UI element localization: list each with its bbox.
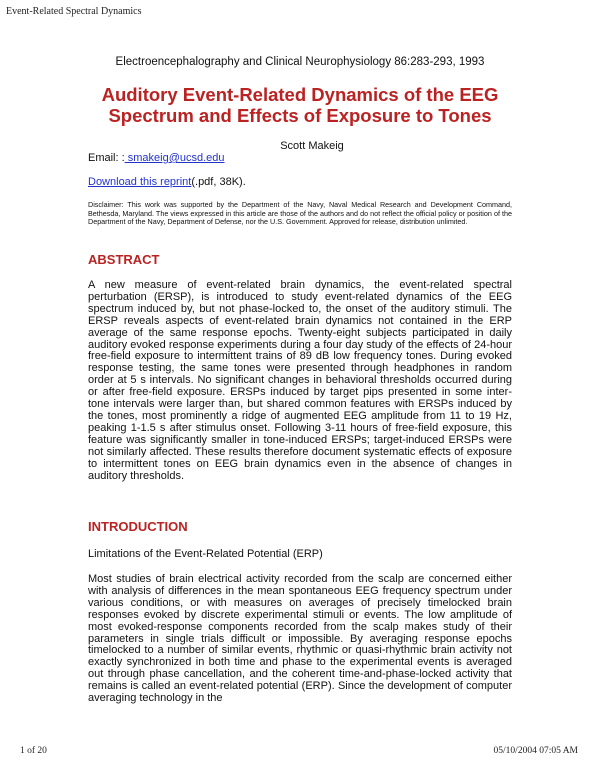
journal-citation: Electroencephalography and Clinical Neurophysiology 86:283-293, 1993 [115, 56, 485, 68]
page-number: 1 of 20 [20, 746, 47, 756]
print-timestamp: 05/10/2004 07:05 AM [493, 746, 578, 756]
author-name: Scott Makeig [280, 140, 344, 152]
introduction-text: Most studies of brain electrical activity recorded from the scalp are concerned either with analysis of differences in the mean spontaneous EEG frequency spectrum under various conditions, or with measures on averages of precisely timelocked brain responses evoked by discrete experimental stimuli or events. The low amplitude of most evoked-response components recorded from the scalp makes study of their parameters in single trials difficult or impossible. By averaging response epochs timelocked to a number of similar events, rhythmic or quasi-rhythmic brain activity not exactly synchronized in both time and phase to the experimental events is averaged out through phase cancellation, and the coherent time-and-phase-locked activity that remains is called an event-related potential (ERP). Since the development of computer averaging technology in the [88, 573, 512, 705]
email-link[interactable]: smakeig@ucsd.edu [124, 152, 225, 164]
download-reprint-link[interactable]: Download this reprint [88, 176, 192, 188]
print-header: Event-Related Spectral Dynamics [6, 6, 142, 17]
download-line [88, 176, 246, 188]
introduction-heading: INTRODUCTION [88, 519, 188, 534]
email-label: Email: : [88, 152, 125, 164]
article-title: Auditory Event-Related Dynamics of the EEG Spectrum and Effects of Exposure to Tones [101, 84, 499, 126]
email-line [88, 152, 225, 164]
disclaimer: Disclaimer: This work was supported by the Department of the Navy, Naval Medical Research and Development Command, Bethesda, Maryland. The views expressed in this article are those of the authors and do not reflect the official policy or position of the Department of the Navy, Department of Defense, nor the U.S. Government. Approved for release, distribution unlimited. [88, 200, 512, 227]
download-suffix: (.pdf, 38K). [191, 176, 246, 188]
introduction-subheading: Limitations of the Event-Related Potential (ERP) [88, 548, 323, 560]
abstract-text: A new measure of event-related brain dynamics, the event-related spectral perturbation (ERSP), is introduced to study event-related dynamics of the EEG spectrum induced by, but not phase-locked to, the onset of the auditory stimuli. The ERSP reveals aspects of event-related brain dynamics not contained in the ERP average of the same response epochs. Twenty-eight subjects participated in daily auditory evoked response experiments during a four day study of the effects of 24-hour free-field exposure to intermittent trains of 89 dB low frequency tones. During evoked response testing, the same tones were presented through headphones in random order at 5 s intervals. No significant changes in behavioral thresholds occurred during or after free-field exposure. ERSPs induced by target pips presented in some inter-tone intervals were larger than, but shared common features with ERSPs induced by the tones, most prominently a ridge of augmented EEG amplitude from 11 to 19 Hz, peaking 1-1.5 s after stimulus onset. Following 3-11 hours of free-field exposure, this feature was significantly smaller in tone-induced ERSPs; target-induced ERSPs were not similarly affected. These results therefore document systematic effects of exposure to intermittent tones on EEG brain dynamics even in the absence of changes in auditory thresholds. [88, 279, 512, 482]
abstract-heading: ABSTRACT [88, 252, 160, 267]
